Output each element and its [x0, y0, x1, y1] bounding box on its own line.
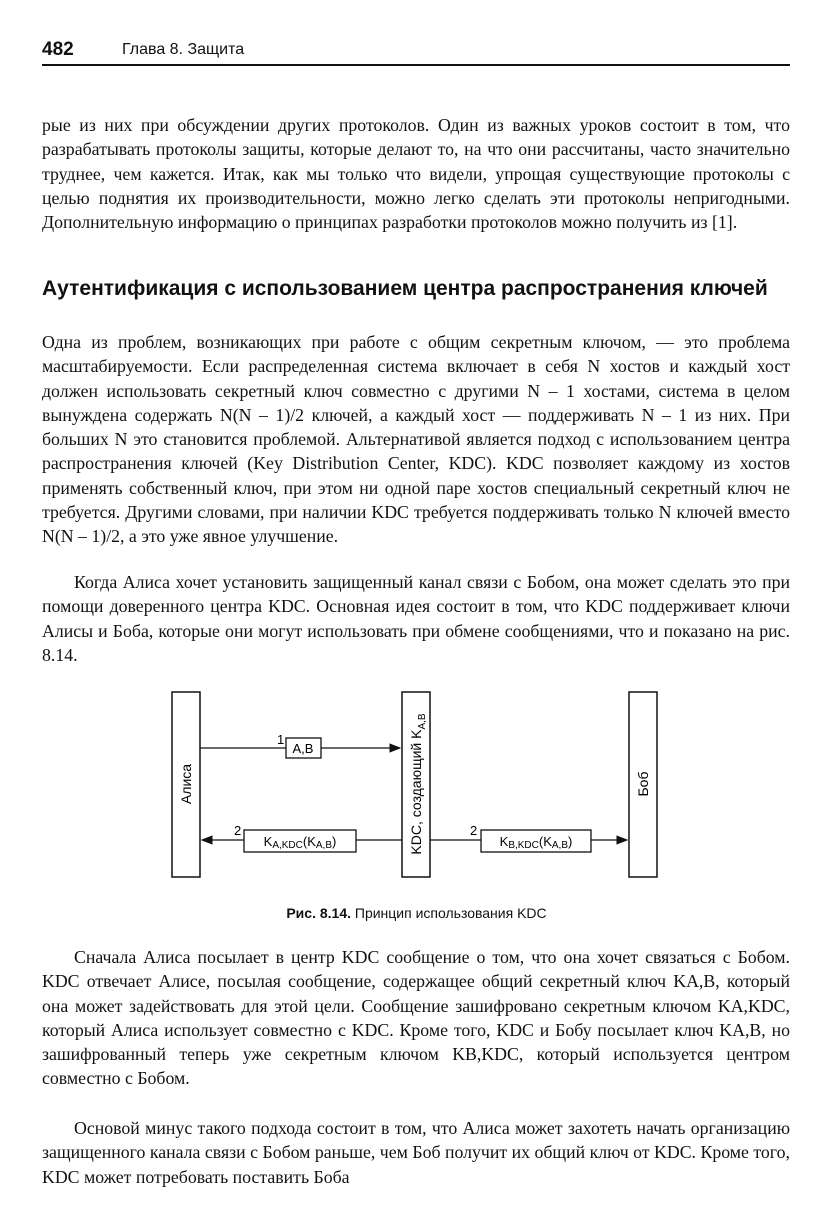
- paragraph-2: Одна из проблем, возникающих при работе с общим секретным ключом, — это проблема масштабируемости. Если распределенная система включает в себя N хостов и каждый хост должен использовать секретный ключ совместно с другими N – 1 хостами, система в целом вынуждена содержать N(N – 1)/2 ключей, а каждый хост — поддерживать N – 1 из них. При больших N это становится проблемой. Альтернативой является подход с использованием центра распространения ключей (Key Distribution Center, KDC). KDC позволяет каждому из хостов применять собственный ключ, при этом ни одной паре хостов специальный секретный ключ не требуется. Другими словами, при наличии KDC требуется поддерживать только N ключей вместо N(N – 1)/2, а это уже явное улучшение.: [42, 332, 790, 547]
- msg1-number: 1: [277, 732, 285, 747]
- msg1-text: A,B: [292, 741, 314, 756]
- paragraph-5: Основой минус такого подхода состоит в том, что Алиса может захотеть начать организацию защищенного канала связи с Бобом раньше, чем Боб получит их общий ключ от KDC. Кроме того, KDC может потребовать поставить Боба: [42, 1118, 790, 1187]
- msg2a-text: KA,KDC(KA,B): [263, 834, 337, 851]
- alice-label: Алиса: [178, 763, 194, 805]
- chapter-title: Глава 8. Защита: [122, 41, 245, 58]
- msg2b-number: 2: [470, 823, 478, 838]
- msg2b-text: KB,KDC(KA,B): [499, 834, 573, 851]
- paragraph-4: Сначала Алиса посылает в центр KDC сообщение о том, что она хочет связаться с Бобом. KDC отвечает Алисе, посылая сообщение, содержащее общий секретный ключ KA,B, который она может задействовать для этой цели. Сообщение зашифровано секретным ключом KA,KDC, который Алиса использует совместно с KDC. Кроме того, KDC и Бобу посылает ключ KA,B, но зашифрованный теперь уже секретным ключом KB,KDC, который используется центром совместно с Бобом.: [42, 947, 790, 1089]
- figure-number: Рис. 8.14.: [286, 905, 351, 921]
- msg2a-number: 2: [234, 823, 242, 838]
- kdc-figure: [0, 680, 833, 900]
- paragraph-1: рые из них при обсуждении других протоколов. Один из важных уроков состоит в том, что разрабатывать протоколы защиты, которые делают то, на что они рассчитаны, часто значительно труднее, чем кажется. Итак, как мы только что видели, упрощая существующие протоколы с целью поднятия их производительности, можно легко сделать эти протоколы непригодными. Дополнительную информацию о принципах разработки протоколов можно получить из [1].: [42, 115, 790, 233]
- kdc-label: KDC, создающий $K_{A,B}$: [408, 713, 428, 855]
- paragraph-3: Когда Алиса хочет установить защищенный канал связи с Бобом, она может сделать это при помощи доверенного центра KDC. Основная идея состоит в том, что KDC поддерживает ключи Алисы и Боба, которые они могут использовать при обмене сообщениями, что и показано на рис. 8.14.: [42, 572, 790, 665]
- section-heading: Аутентификация с использованием центра распространения ключей: [42, 277, 768, 300]
- figure-caption: [0, 905, 833, 921]
- page-number: 482: [42, 39, 74, 60]
- page-header: [42, 38, 790, 66]
- figure-caption-text: Принцип использования KDC: [351, 905, 547, 921]
- bob-label: Боб: [635, 771, 651, 797]
